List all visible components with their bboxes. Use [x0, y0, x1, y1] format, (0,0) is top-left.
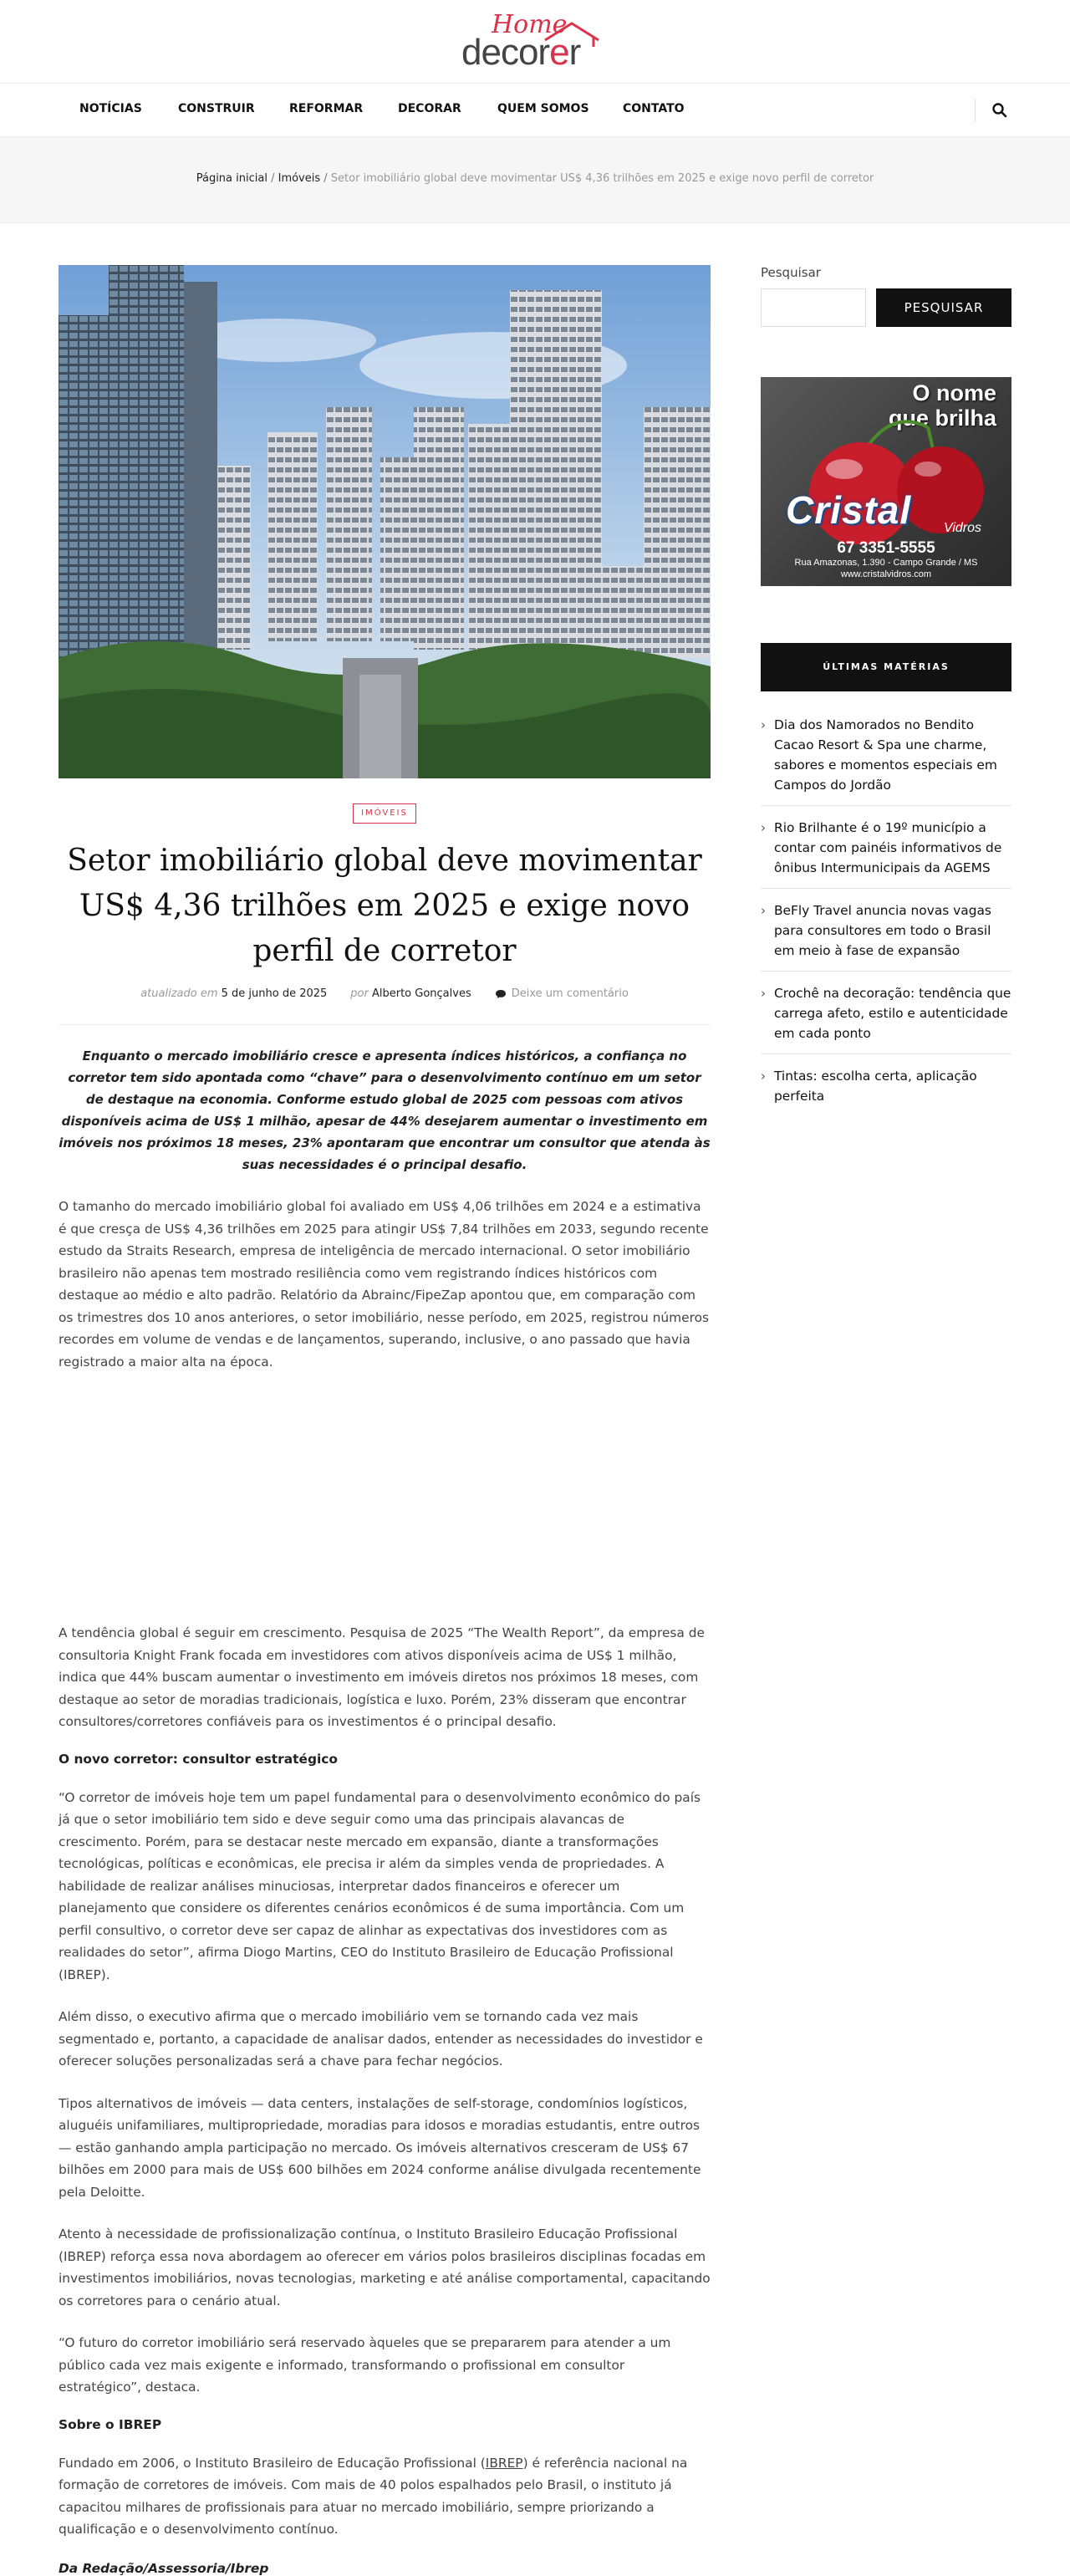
article-paragraph: Além disso, o executivo afirma que o mercado imobiliário vem se tornando cada vez mais segmentado e, portanto, a capacidade de analisar dados, entender as necessidades do investidor e oferecer soluções personalizadas será a chave para fechar negócios. — [59, 2009, 703, 2068]
ad-brand-sub: Vidros — [943, 521, 981, 535]
site-header — [0, 0, 1070, 84]
breadcrumb-separator: / — [320, 172, 331, 185]
site-logo[interactable] — [461, 8, 612, 75]
latest-post-item[interactable]: › Crochê na decoração: tendência que carrega afeto, estilo e autenticidade em cada ponto — [761, 983, 1011, 1054]
article-paragraph: O tamanho do mercado imobiliário global foi avaliado em US$ 4,06 trilhões em 2024 e a estimativa é que cresça de US$ 4,36 trilhões em 2025 para atingir US$ 7,84 trilhões em 2033, segundo recente estudo da Straits Research, empresa de inteligência de mercado internacional. O setor imobiliário brasileiro não apenas tem mostrado resiliência como vem registrando índices históricos com destaque ao médio e alto padrão. Relatório da Abrainc/FipeZap apontou que, em comparação com os trimestres dos 10 anos anteriores, o setor imobiliário, nesse período, em 2025, registrou números recordes em volume de vendas e de lançamentos, superando, inclusive, o ano passado que havia registrado a maior alta na época. — [59, 1199, 710, 1370]
nav-item-noticias[interactable]: NOTÍCIAS — [79, 102, 142, 115]
article-paragraph: Atento à necessidade de profissionalização contínua, o Instituto Brasileiro Educação Profissional (IBREP) reforça essa nova abordagem ao oferecer em vários polos brasileiros disciplinas focadas em investimentos imobiliários, novas tecnologias, marketing e até análise comportamental, capacitando os corretores para o cenário atual. — [59, 2227, 711, 2308]
nav-item-decorar[interactable]: DECORAR — [398, 102, 461, 115]
logo-decor-text: decorer — [461, 32, 581, 73]
ad-phone: 67 3351-5555 — [837, 539, 935, 557]
main-content — [0, 223, 1070, 2576]
ad-url: www.cristalvidros.com — [840, 569, 932, 579]
updated-label: atualizado em — [140, 987, 222, 1000]
hero-image — [59, 265, 711, 778]
logo-home-text: Home — [492, 10, 568, 39]
chevron-right-icon: › — [761, 903, 766, 918]
chevron-right-icon: › — [761, 986, 766, 1001]
latest-posts-list — [761, 715, 1011, 1116]
chevron-right-icon: › — [761, 1069, 766, 1084]
article-paragraph: “O futuro do corretor imobiliário será reservado àqueles que se prepararem para atender a um público cada vez mais exigente e informado, transformando o profissional em consultor estratégico”, destaca. — [59, 2335, 671, 2395]
breadcrumb-bar — [0, 137, 1070, 223]
chevron-right-icon: › — [761, 717, 766, 732]
latest-post-item[interactable]: › Rio Brilhante é o 19º município a contar com painéis informativos de ônibus Intermunicipais da AGEMS — [761, 818, 1011, 889]
article-paragraph: “O corretor de imóveis hoje tem um papel fundamental para o desenvolvimento econômico do país já que o setor imobiliário tem sido e deve seguir como uma das principais alavancas de crescimento. Porém, para se destacar neste mercado em expansão, diante a transformações tecnológicas, políticas e econômicas, ele precisa ir além da simples venda de propriedades. A habilidade de realizar análises minuciosas, interpretar dados financeiros e oferecer um planejamento que considere os diferentes cenários econômicos é de suma importância. Com um perfil consultivo, o corretor deve ser capaz de alinhar as expectativas dos investidores com as realidades do setor”, afirma Diogo Martins, CEO do Instituto Brasileiro de Educação Profissional (IBREP). — [59, 1789, 701, 1982]
breadcrumb — [0, 172, 1070, 185]
nav-item-contato[interactable]: CONTATO — [623, 102, 685, 115]
search-button[interactable]: PESQUISAR — [876, 288, 1011, 327]
main-nav — [0, 84, 1070, 137]
article-lead: Enquanto o mercado imobiliário cresce e apresenta índices históricos, a confiança no corretor tem sido apontada como “chave” para o desenvolvimento contínuo em um setor de destaque na economia. Conforme estudo global de 2025 com pessoas com ativos disponíveis acima de US$ 1 milhão, apesar de 44% desejarem aumentar o investimento em imóveis nos próximos 18 meses, 23% apontaram que encontrar um consultor que atenda às suas necessidades é o principal desafio. — [59, 1048, 711, 1172]
search-icon[interactable] — [991, 102, 1008, 119]
article-paragraph: A tendência global é seguir em crescimento. Pesquisa de 2025 “The Wealth Report”, da empresa de consultoria Knight Frank focada em investidores com ativos disponíveis acima de US$ 1 milhão, indica que 44% buscam aumentar o investimento em imóveis diretos nos próximos 18 meses, com destaque ao setor de moradias tradicionais, logística e luxo. Porém, 23% disseram que encontrar consultores/corretores confiáveis para os investimentos é o principal desafio. — [59, 1625, 705, 1729]
article-meta — [59, 987, 711, 1004]
breadcrumb-separator: / — [267, 172, 278, 185]
nav-divider — [975, 99, 976, 122]
search-form — [761, 288, 1011, 327]
article-title: Setor imobiliário global deve movimentar US$ 4,36 trilhões em 2025 e exige novo perfil de corretor — [67, 844, 702, 968]
nav-item-quem-somos[interactable]: QUEM SOMOS — [497, 102, 589, 115]
cristal-vidros-ad[interactable] — [761, 377, 1011, 586]
author-label: por — [350, 987, 372, 1000]
article-subheading: O novo corretor: consultor estratégico — [59, 1751, 338, 1767]
search-input[interactable] — [761, 288, 866, 327]
ad-brand: Cristal — [786, 488, 912, 532]
search-label: Pesquisar — [761, 265, 821, 280]
article-signature: Da Redação/Assessoria/Ibrep — [59, 2560, 269, 2576]
latest-post-item[interactable]: › Dia dos Namorados no Bendito Cacao Resort & Spa une charme, sabores e momentos especiais em Campos do Jordão — [761, 715, 1011, 806]
breadcrumb-home[interactable]: Página inicial — [196, 172, 268, 185]
latest-post-item[interactable]: › Tintas: escolha certa, aplicação perfeita — [761, 1066, 1011, 1116]
breadcrumb-section[interactable]: Imóveis — [278, 172, 321, 185]
category-badge[interactable]: IMÓVEIS — [353, 803, 416, 824]
ad-address: Rua Amazonas, 1.390 - Campo Grande / MS — [794, 558, 978, 568]
ad-headline: O nome que brilha — [888, 380, 996, 431]
latest-posts-title: ÚLTIMAS MATÉRIAS — [761, 643, 1011, 691]
nav-item-construir[interactable]: CONSTRUIR — [178, 102, 255, 115]
article-date[interactable]: 5 de junho de 2025 — [221, 987, 328, 1000]
latest-post-item[interactable]: › BeFly Travel anuncia novas vagas para consultores em todo o Brasil em meio à fase de expansão — [761, 900, 1011, 972]
ad-placeholder — [59, 1373, 711, 1602]
article-author[interactable]: Alberto Gonçalves — [371, 987, 471, 1000]
meta-divider — [59, 1024, 711, 1025]
ibrep-link[interactable]: IBREP — [485, 2455, 523, 2471]
article-paragraph: Tipos alternativos de imóveis — data centers, instalações de self-storage, condomínios logísticos, aluguéis unifamiliares, multipropriedade, moradias para idosos e moradias estudantis, entre outros — estão ganhando ampla participação no mercado. Os imóveis alternativos cresceram de US$ 67 bilhões em 2000 para mais de US$ 600 bilhões em 2024 conforme análise divulgada recentemente pela Deloitte. — [59, 2095, 701, 2200]
breadcrumb-current: Setor imobiliário global deve movimentar US$ 4,36 trilhões em 2025 e exige novo perfil de corretor — [330, 172, 874, 185]
chevron-right-icon: › — [761, 820, 766, 835]
leave-comment-link[interactable]: Deixe um comentário — [511, 987, 629, 1000]
nav-item-reformar[interactable]: REFORMAR — [289, 102, 364, 115]
article-subheading: Sobre o IBREP — [59, 2416, 162, 2432]
article — [59, 265, 711, 2576]
sidebar — [761, 265, 1011, 1128]
article-paragraph: Fundado em 2006, o Instituto Brasileiro de Educação Profissional (IBREP) é referência nacional na formação de corretores de imóveis. Com mais de 40 polos espalhados pelo Brasil, o instituto já capacitou milhares de profissionais para atuar no mercado imobiliário, sempre priorizando a qualificação e o desenvolvimento contínuo. — [59, 2455, 688, 2537]
comment-icon — [495, 989, 507, 999]
